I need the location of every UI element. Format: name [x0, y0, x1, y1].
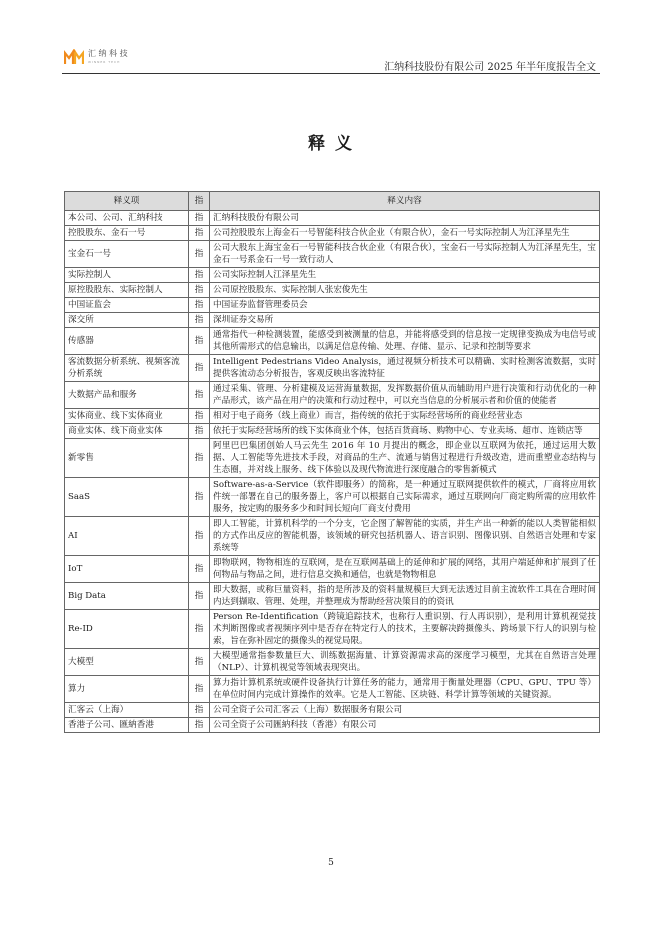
table-row [65, 382, 600, 409]
term-cell: 算力 [65, 676, 189, 703]
term-cell: 实体商业、线下实体商业 [65, 409, 189, 424]
refers-cell: 指 [189, 313, 210, 328]
table-row [65, 610, 600, 649]
term-cell: 原控股股东、实际控制人 [65, 283, 189, 298]
table-row [65, 718, 600, 733]
definition-cell: 即大数据，或称巨量资料，指的是所涉及的资料量规模巨大到无法透过目前主流软件工具在合理时间内达到撷取、管理、处理，并整理成为帮助经营决策目的的资讯 [210, 583, 600, 610]
definition-cell: 算力指计算机系统或硬件设备执行计算任务的能力，通常用于衡量处理器（CPU、GPU、TPU 等）在单位时间内完成计算操作的效率。它是人工智能、区块链、科学计算等领域的关键资源。 [210, 676, 600, 703]
table-row [65, 703, 600, 718]
table-row [65, 226, 600, 241]
definition-cell: Person Re-Identification（跨镜追踪技术，也称行人重识别、行人再识别），是利用计算机视觉技术判断图像或者视频序列中是否存在特定行人的技术，主要解决跨摄像头、跨场景下行人的识别与检索，旨在弥补固定的摄像头的视觉局限。 [210, 610, 600, 649]
refers-cell: 指 [189, 328, 210, 355]
refers-cell: 指 [189, 610, 210, 649]
table-row [65, 298, 600, 313]
definition-cell: 依托于实际经营场所的线下实体商业个体，包括百货商场、购物中心、专业卖场、超市、连锁店等 [210, 424, 600, 439]
table-row [65, 439, 600, 478]
table-row [65, 517, 600, 556]
definition-cell: 公司控股股东上海金石一号智能科技合伙企业（有限合伙），金石一号实际控制人为江泽星先生 [210, 226, 600, 241]
table-row [65, 649, 600, 676]
term-cell: 大模型 [65, 649, 189, 676]
term-cell: 控股股东、金石一号 [65, 226, 189, 241]
table-row [65, 583, 600, 610]
term-cell: 实际控制人 [65, 268, 189, 283]
header-term: 释义项 [65, 192, 189, 211]
term-cell: 香港子公司、匯納香港 [65, 718, 189, 733]
term-cell: 商业实体、线下商业实体 [65, 424, 189, 439]
table-row [65, 676, 600, 703]
term-cell: AI [65, 517, 189, 556]
glossary-table [64, 191, 600, 733]
definition-cell: 即人工智能，计算机科学的一个分支，它企图了解智能的实质，并生产出一种新的能以人类智能相似的方式作出反应的智能机器，该领域的研究包括机器人、语言识别、图像识别、自然语言处理和专家系统等 [210, 517, 600, 556]
header-refers: 指 [189, 192, 210, 211]
company-logo [64, 48, 128, 66]
refers-cell: 指 [189, 478, 210, 517]
definition-cell: Intelligent Pedestrians Video Analysis，通过视频分析技术可以精确、实时检测客流数据，实时提供客流动态分析报告，客观反映出客流特征 [210, 355, 600, 382]
definition-cell: 汇纳科技股份有限公司 [210, 211, 600, 226]
definition-cell: 即物联网，物物相连的互联网，是在互联网基础上的延伸和扩展的网络，其用户端延伸和扩展到了任何物品与物品之间，进行信息交换和通信，也就是物物相息 [210, 556, 600, 583]
term-cell: Big Data [65, 583, 189, 610]
refers-cell: 指 [189, 355, 210, 382]
term-cell: 中国证监会 [65, 298, 189, 313]
refers-cell: 指 [189, 424, 210, 439]
header-definition: 释义内容 [210, 192, 600, 211]
definition-cell: 公司全资子公司匯納科技（香港）有限公司 [210, 718, 600, 733]
table-row [65, 328, 600, 355]
definition-cell: 大模型通常指参数量巨大、训练数据海量、计算资源需求高的深度学习模型，尤其在自然语言处理（NLP）、计算机视觉等领域表现突出。 [210, 649, 600, 676]
refers-cell: 指 [189, 556, 210, 583]
refers-cell: 指 [189, 298, 210, 313]
refers-cell: 指 [189, 226, 210, 241]
refers-cell: 指 [189, 382, 210, 409]
table-row [65, 478, 600, 517]
table-row [65, 283, 600, 298]
refers-cell: 指 [189, 517, 210, 556]
definition-cell: 公司原控股股东、实际控制人张宏俊先生 [210, 283, 600, 298]
table-row [65, 268, 600, 283]
term-cell: 深交所 [65, 313, 189, 328]
table-row [65, 211, 600, 226]
logo-text: 汇 纳 科 技 [88, 49, 128, 58]
definition-cell: 相对于电子商务（线上商业）而言，指传统的依托于实际经营场所的商业经营业态 [210, 409, 600, 424]
table-row [65, 556, 600, 583]
refers-cell: 指 [189, 676, 210, 703]
term-cell: 宝金石一号 [65, 241, 189, 268]
term-cell: 传感器 [65, 328, 189, 355]
page-title: 释 义 [308, 134, 354, 154]
term-cell: 汇客云（上海） [65, 703, 189, 718]
definition-cell: 公司大股东上海宝金石一号智能科技合伙企业（有限合伙），宝金石一号实际控制人为江泽星先生，宝金石一号系金石一号一致行动人 [210, 241, 600, 268]
definition-cell: 阿里巴巴集团创始人马云先生 2016 年 10 月提出的概念，即企业以互联网为依托，通过运用大数据、人工智能等先进技术手段，对商品的生产、流通与销售过程进行升级改造，进而重塑业态结构与生态圈，并对线上服务、线下体验以及现代物流进行深度融合的零售新模式 [210, 439, 600, 478]
page-header [0, 0, 662, 78]
refers-cell: 指 [189, 718, 210, 733]
page-number: 5 [328, 858, 334, 868]
table-row [65, 313, 600, 328]
term-cell: Re-ID [65, 610, 189, 649]
term-cell: 新零售 [65, 439, 189, 478]
table-row [65, 241, 600, 268]
term-cell: IoT [65, 556, 189, 583]
table-row [65, 424, 600, 439]
logo-icon [64, 49, 84, 65]
definition-cell: 公司全资子公司汇客云（上海）数据服务有限公司 [210, 703, 600, 718]
refers-cell: 指 [189, 241, 210, 268]
term-cell: 客流数据分析系统、视频客流分析系统 [65, 355, 189, 382]
refers-cell: 指 [189, 649, 210, 676]
refers-cell: 指 [189, 583, 210, 610]
refers-cell: 指 [189, 439, 210, 478]
header-divider [62, 73, 600, 74]
refers-cell: 指 [189, 268, 210, 283]
term-cell: SaaS [65, 478, 189, 517]
term-cell: 大数据产品和服务 [65, 382, 189, 409]
refers-cell: 指 [189, 703, 210, 718]
refers-cell: 指 [189, 211, 210, 226]
report-title: 汇纳科技股份有限公司 2025 年半年度报告全文 [384, 62, 596, 73]
definition-cell: 中国证券监督管理委员会 [210, 298, 600, 313]
definition-cell: 通过采集、管理、分析建模及运营海量数据，发挥数据价值从而辅助用户进行决策和行动优化的一种产品形式，该产品在用户的决策和行动过程中，可以充当信息的分析展示者和价值的使能者 [210, 382, 600, 409]
definition-cell: 深圳证券交易所 [210, 313, 600, 328]
table-row [65, 355, 600, 382]
definition-cell: 公司实际控制人江泽星先生 [210, 268, 600, 283]
table-row [65, 409, 600, 424]
term-cell: 本公司、公司、汇纳科技 [65, 211, 189, 226]
definition-cell: Software-as-a-Service（软件即服务）的简称，是一种通过互联网提供软件的模式，厂商将应用软件统一部署在自己的服务器上，客户可以根据自己实际需求，通过互联网向厂商定购所需的应用软件服务，按定购的服务多少和时间长短向厂商支付费用 [210, 478, 600, 517]
definition-cell: 通常指代一种检测装置，能感受到被测量的信息，并能将感受到的信息按一定规律变换成为电信号或其他所需形式的信息输出，以满足信息传输、处理、存储、显示、记录和控制等要求 [210, 328, 600, 355]
logo-subtext: WINNER TECH [88, 60, 121, 64]
refers-cell: 指 [189, 409, 210, 424]
table-header-row [65, 192, 600, 211]
refers-cell: 指 [189, 283, 210, 298]
